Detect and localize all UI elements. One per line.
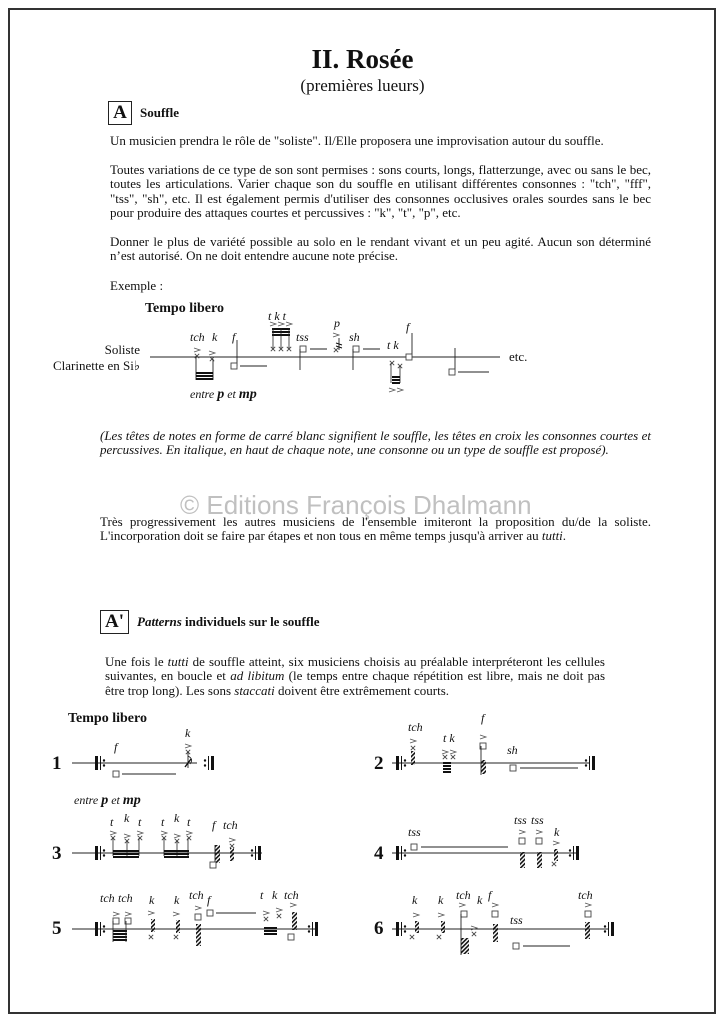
example-label: Exemple :	[110, 278, 164, 293]
intro-italic-3: staccati	[234, 682, 275, 698]
svg-text:tss: tss	[408, 825, 421, 839]
intro-italic-1: tutti	[167, 654, 189, 669]
svg-text:tch: tch	[284, 888, 299, 902]
svg-text:tch: tch	[118, 891, 133, 905]
svg-text:k: k	[149, 893, 155, 907]
progression-end: .	[562, 528, 567, 544]
section-a-paragraph-2: Toutes variations de ce type de son sont permises : sons courts, longs, flatterzunge, avec ou sans le bec, toutes les articulations. Varier chaque son du souffle en utilisant différentes consonnes : "tch", "fff", "tss", "sh", etc. Il est également permis d'utiliser des consonnes occlusives orales sourdes sans le bec pour produire des attaques courtes et percussives : "k", "t", "p", etc.	[110, 162, 651, 220]
section-a-paragraph-3: Donner le plus de variété possible au solo en le rendant vivant et un peu agité. Aucun son déterminé n’est autorisé. On ne doit entendre aucune note précise.	[110, 234, 651, 264]
pattern-number-1: 1	[52, 753, 62, 774]
pattern-number-2: 2	[374, 753, 384, 774]
dynamic-p: p	[217, 387, 225, 402]
svg-text:tss: tss	[296, 330, 309, 344]
progression-tutti: tutti	[541, 528, 563, 544]
svg-text:k: k	[124, 811, 130, 825]
svg-text:k: k	[477, 893, 483, 907]
svg-text:f: f	[212, 818, 216, 832]
heading-italic: Patterns	[137, 614, 182, 629]
svg-text:tss: tss	[531, 813, 544, 827]
svg-text:k: k	[185, 726, 191, 740]
dynamic-mp: mp	[238, 387, 257, 402]
page-title: II. Rosée	[311, 44, 414, 74]
svg-text:k: k	[438, 893, 444, 907]
rehearsal-mark-a: A	[108, 101, 132, 125]
svg-text:tch: tch	[189, 888, 204, 902]
example-staff	[150, 309, 500, 392]
intro-text-2: de souffle atteint, six musiciens choisis au préalable interpréteront les cellules suivantes, en boucle et	[105, 654, 605, 684]
svg-text:t k: t k	[443, 731, 455, 745]
dynamic-prefix: entre	[74, 793, 99, 807]
svg-text:t: t	[110, 815, 114, 829]
example-tempo-marking: Tempo libero	[145, 301, 224, 316]
svg-text:k: k	[272, 888, 278, 902]
patterns-tempo-marking: Tempo libero	[68, 711, 147, 726]
staff-label-soliste: Soliste	[104, 342, 140, 357]
pattern-number-4: 4	[374, 843, 384, 864]
svg-text:f: f	[406, 320, 410, 334]
svg-text:tss: tss	[510, 913, 523, 927]
svg-text:k: k	[412, 893, 418, 907]
svg-text:t k t: t k t	[268, 309, 286, 323]
svg-text:tch: tch	[223, 818, 238, 832]
svg-text:f: f	[114, 740, 118, 754]
staff-label-clarinette: Clarinette en Si♭	[52, 358, 140, 373]
notehead-legend-note: (Les têtes de notes en forme de carré blanc signifient le souffle, les têtes en croix les consonnes courtes et percussives. En italique, en haut de chaque note, une consonne ou un type de souffle est proposé).	[100, 428, 651, 458]
dynamic-prefix: entre	[190, 387, 215, 401]
svg-text:sh: sh	[349, 330, 360, 344]
pattern-number-6: 6	[374, 918, 384, 939]
svg-text:f: f	[232, 330, 236, 344]
pattern-number-3: 3	[52, 843, 62, 864]
svg-text:tch: tch	[408, 720, 423, 734]
svg-text:tch: tch	[456, 888, 471, 902]
dynamic-mid: et	[111, 793, 120, 807]
pattern-number-5: 5	[52, 918, 62, 939]
dynamic-p: p	[101, 793, 109, 808]
intro-text-1: Une fois le	[105, 654, 168, 669]
svg-text:f: f	[488, 888, 492, 902]
svg-text:tch: tch	[578, 888, 593, 902]
page-subtitle: (premières lueurs)	[300, 76, 425, 95]
svg-text:t: t	[187, 815, 191, 829]
section-a-title: Souffle	[140, 105, 179, 120]
heading-rest: individuels sur le souffle	[181, 614, 320, 629]
dynamic-mid: et	[227, 387, 236, 401]
svg-text:k: k	[212, 330, 218, 344]
svg-text:f: f	[481, 711, 485, 725]
svg-text:t k: t k	[387, 338, 399, 352]
svg-text:sh: sh	[507, 743, 518, 757]
svg-text:t: t	[161, 815, 165, 829]
svg-text:k: k	[174, 893, 180, 907]
syllable: tch	[190, 330, 205, 344]
intro-text-3: (le temps entre chaque répétition est libre, mais ne doit pas être trop long). Les sons	[105, 668, 606, 698]
dynamic-mp: mp	[122, 793, 141, 808]
svg-text:t: t	[260, 888, 264, 902]
intro-italic-2: ad libitum	[230, 668, 285, 684]
copyright-watermark: © Editions François Dhalmann	[180, 490, 532, 520]
section-a-paragraph-1: Un musicien prendra le rôle de "soliste". Il/Elle proposera une improvisation autour du souffle.	[110, 133, 604, 148]
svg-text:k: k	[174, 811, 180, 825]
progression-text: Très progressivement les autres musiciens de l'ensemble imiteront la proposition du/de la soliste. L'incorporation doit se faire par étapes et non tous en même temps jusqu'à arriver au	[100, 514, 651, 544]
example-etc: etc.	[509, 349, 528, 364]
rehearsal-mark-a-prime: A'	[100, 610, 129, 634]
svg-text:f: f	[207, 893, 211, 907]
svg-text:tss: tss	[514, 813, 527, 827]
svg-text:k: k	[554, 825, 560, 839]
svg-text:p: p	[334, 316, 340, 330]
svg-text:tch: tch	[100, 891, 115, 905]
svg-text:t: t	[138, 815, 142, 829]
intro-text-4: doivent être extrêmement courts.	[274, 682, 450, 698]
